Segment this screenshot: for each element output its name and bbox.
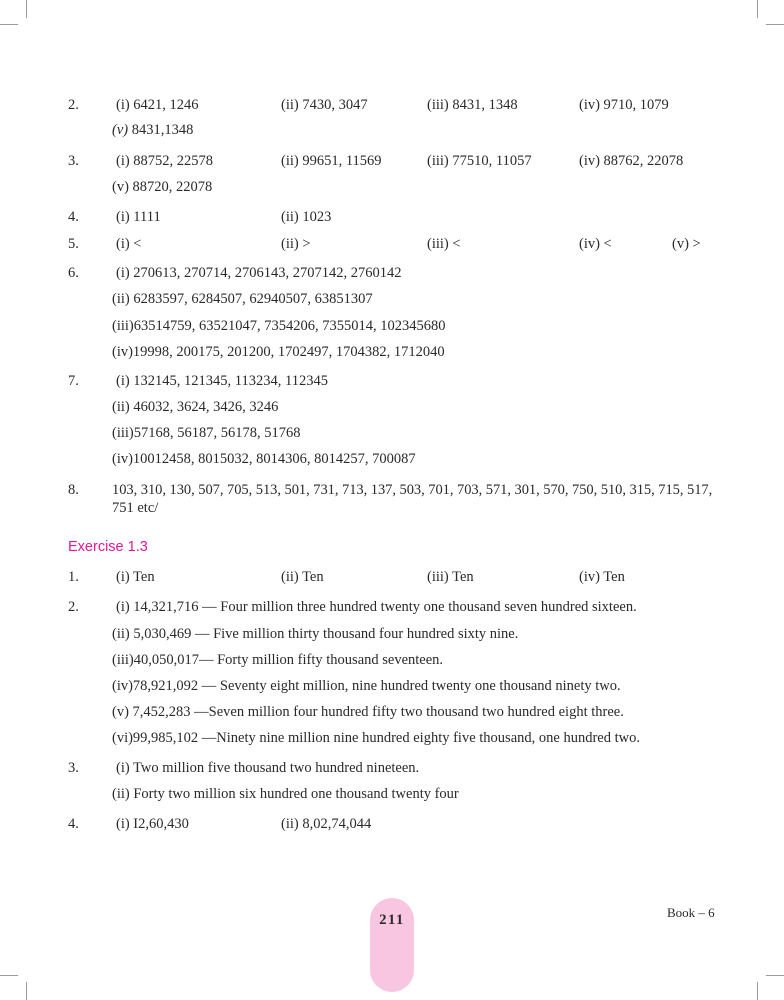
answer-part: (iv) < xyxy=(579,236,612,252)
answer-part: (i) 1111 xyxy=(116,209,161,225)
question-number: 2. xyxy=(68,97,79,113)
answer-part: (iii) 8431, 1348 xyxy=(427,97,518,113)
answer-part: (ii) Forty two million six hundred one thousand twenty four xyxy=(112,786,459,802)
answer-part: (ii) > xyxy=(281,236,311,252)
crop-mark xyxy=(26,982,27,1000)
answer-part: (ii) 99651, 11569 xyxy=(281,153,382,169)
answer-part: (iv) 88762, 22078 xyxy=(579,153,684,169)
part-label: (v) xyxy=(112,122,129,138)
question-number: 6. xyxy=(68,265,79,281)
answer-part: (i) 270613, 270714, 2706143, 2707142, 2760142 xyxy=(116,265,402,281)
answer-text: 751 etc/ xyxy=(112,500,159,516)
question-number: 4. xyxy=(68,816,79,832)
answer-part: (iv) Ten xyxy=(579,569,625,585)
answer-part: (iii) 77510, 11057 xyxy=(427,153,532,169)
answer-part: (ii) 1023 xyxy=(281,209,332,225)
crop-mark xyxy=(0,975,18,976)
answer-part: (iii)40,050,017— Forty million fifty thousand seventeen. xyxy=(112,652,444,668)
crop-mark xyxy=(766,975,784,976)
answer-part: (ii) 8,02,74,044 xyxy=(281,816,372,832)
question-number: 7. xyxy=(68,373,79,389)
page-number: 211 xyxy=(379,912,405,928)
question-number: 8. xyxy=(68,482,79,498)
answer-part: (iii) Ten xyxy=(427,569,474,585)
question-number: 5. xyxy=(68,236,79,252)
answer-part xyxy=(112,122,193,139)
answer-part: (iv)19998, 200175, 201200, 1702497, 1704382, 1712040 xyxy=(112,344,445,360)
answer-part: (i) I2,60,430 xyxy=(116,816,189,832)
question-number: 3. xyxy=(68,760,79,776)
crop-mark xyxy=(26,0,27,18)
answer-part: (i) 14,321,716 — Four million three hundred twenty one thousand seven hundred sixteen. xyxy=(116,599,637,615)
answer-part: (v) 7,452,283 —Seven million four hundred fifty two thousand two hundred eight three. xyxy=(112,704,624,720)
question-number: 4. xyxy=(68,209,79,225)
answer-part: (i) 88752, 22578 xyxy=(116,153,214,169)
crop-mark xyxy=(0,24,18,25)
answer-part: (i) < xyxy=(116,236,142,252)
answer-part: (iii)57168, 56187, 56178, 51768 xyxy=(112,425,301,441)
answer-part: (ii) 5,030,469 — Five million thirty thousand four hundred sixty nine. xyxy=(112,626,519,642)
exercise-heading: Exercise 1.3 xyxy=(68,539,148,555)
question-number: 1. xyxy=(68,569,79,585)
book-label: Book – 6 xyxy=(667,905,715,920)
crop-mark xyxy=(757,0,758,18)
answer-part: (ii) 46032, 3624, 3426, 3246 xyxy=(112,399,279,415)
crop-mark xyxy=(757,982,758,1000)
answer-part: (i) Ten xyxy=(116,569,155,585)
answer-part: (v) 88720, 22078 xyxy=(112,179,213,195)
answer-part: (iv)10012458, 8015032, 8014306, 8014257, 700087 xyxy=(112,451,416,467)
question-number: 3. xyxy=(68,153,79,169)
answer-part: (i) 132145, 121345, 113234, 112345 xyxy=(116,373,328,389)
answer-part: (iii) < xyxy=(427,236,461,252)
answer-part: (ii) 7430, 3047 xyxy=(281,97,368,113)
part-value: 8431,1348 xyxy=(131,122,194,138)
answer-part: (vi)99,985,102 —Ninety nine million nine hundred eighty five thousand, one hundred two. xyxy=(112,730,640,746)
answer-part: (v) > xyxy=(672,236,701,252)
answer-part: (iii)63514759, 63521047, 7354206, 7355014, 102345680 xyxy=(112,318,446,334)
answer-part: (i) 6421, 1246 xyxy=(116,97,199,113)
answer-part: (ii) Ten xyxy=(281,569,324,585)
crop-mark xyxy=(766,24,784,25)
answer-text: 103, 310, 130, 507, 705, 513, 501, 731, 713, 137, 503, 701, 703, 571, 301, 570, 750, 510, 315, 715, 517, xyxy=(112,482,713,498)
question-number: 2. xyxy=(68,599,79,615)
answer-part: (iv)78,921,092 — Seventy eight million, nine hundred twenty one thousand ninety two. xyxy=(112,678,621,694)
answer-part: (i) Two million five thousand two hundred nineteen. xyxy=(116,760,420,776)
answer-part: (ii) 6283597, 6284507, 62940507, 63851307 xyxy=(112,291,373,307)
answer-part: (iv) 9710, 1079 xyxy=(579,97,669,113)
